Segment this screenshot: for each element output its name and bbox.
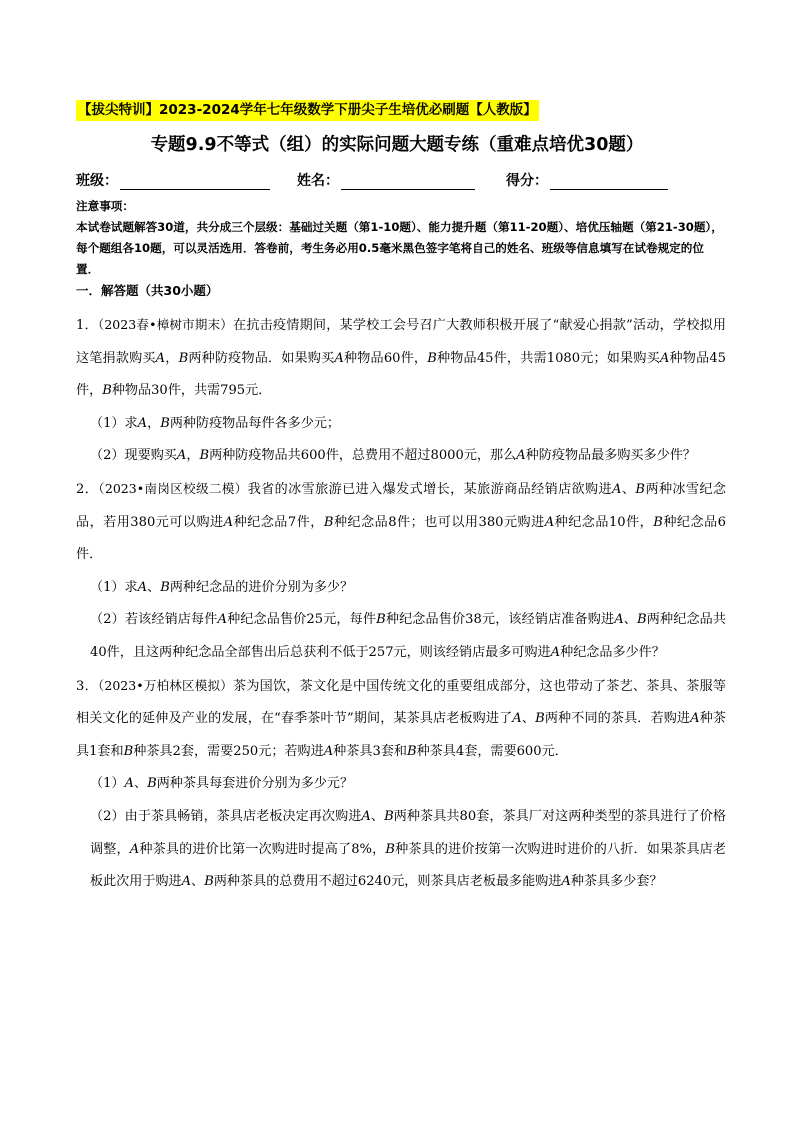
series-banner: 【拔尖特训】2023-2024学年七年级数学下册尖子生培优必刷题【人教版】 <box>76 100 539 121</box>
question-source: （2023•南岗区校级二模） <box>98 480 248 496</box>
question-part: （2）现要购买A，B两种防疫物品共600件，总费用不超过8000元，那么A种防疫物品最多购买多少件？ <box>90 448 696 464</box>
question-item <box>76 670 726 899</box>
question-part: （1）求A，B两种防疫物品每件各多少元； <box>90 415 341 431</box>
question-item <box>76 473 726 670</box>
question-stem: 茶为国饮，茶文化是中国传统文化的重要组成部分，这也带动了茶艺、茶具、茶服等相关文化的延伸及产业的发展，在“春季茶叶节”期间，某茶具店老板购进了A、B两种不同的茶具．若购进A种茶具1套和B种茶具2套，需要250元；若购进A种茶具3套和B种茶具4套，需要600元． <box>76 678 727 759</box>
question-source: （2023•万柏林区模拟） <box>97 677 233 693</box>
question-stem-line <box>76 309 726 408</box>
question-item <box>76 309 726 473</box>
notes-text: 本试卷试题解答30道，共分成三个层级：基础过关题（第1-10题）、能力提升题（第11-20题）、培优压轴题（第21-30题），每个题组各10题，可以灵活选用．答卷前，考生务必用0.5毫米黑色签字笔将自己的姓名、班级等信息填写在试卷规定的位置． <box>76 220 723 276</box>
page-title: 专题9.9不等式（组）的实际问题大题专练（重难点培优30题） <box>150 135 644 155</box>
exam-notes <box>76 196 724 280</box>
class-field <box>76 170 270 190</box>
name-field <box>297 170 475 190</box>
class-label: 班级： <box>76 173 118 189</box>
name-label: 姓名： <box>297 173 339 189</box>
question-source: （2023春•樟树市期末） <box>97 317 234 332</box>
question-number: 1． <box>76 318 98 333</box>
question-part: （2）由于茶具畅销，茶具店老板决定再次购进A、B两种茶具共80套，茶具厂对这两种类型的茶具进行了价格调整，A种茶具的进价比第一次购进时提高了8%，B种茶具的进价按第一次购进时进价的八折．如果茶具店老板此次用于购进A、B两种茶具的总费用不超过6240元，则茶具店老板最多能购进A种茶具多少套？ <box>90 808 727 890</box>
score-label: 得分： <box>506 173 548 189</box>
question-list <box>76 309 726 899</box>
section-heading: 一．解答题（共30小题） <box>76 283 219 298</box>
question-part: （1）A、B两种茶具每套进价分别为多少元？ <box>90 776 354 792</box>
question-stem: 在抗击疫情期间，某学校工会号召广大教师积极开展了“献爱心捐款”活动，学校拟用这笔捐款购买A，B两种防疫物品．如果购买A种物品60件，B种物品45件，共需1080元；如果购买A种物品45件，B种物品30件，共需795元． <box>76 318 727 399</box>
question-part: （2）若该经销店每件A种纪念品售价25元，每件B种纪念品售价38元，该经销店准备购进A、B两种纪念品共40件，且这两种纪念品全部售出后总获利不低于257元，则该经销店最多可购进A种纪念品多少件？ <box>90 612 726 660</box>
score-blank[interactable] <box>550 173 668 190</box>
class-blank[interactable] <box>120 173 270 190</box>
question-stem-line <box>76 670 726 769</box>
question-stem: 我省的冰雪旅游已进入爆发式增长，某旅游商品经销店欲购进A、B两种冰雪纪念品，若用380元可以购进A种纪念品7件，B种纪念品8件；也可以用380元购进A种纪念品10件，B种纪念品6件． <box>76 481 727 563</box>
question-part: （1）求A、B两种纪念品的进价分别为多少？ <box>90 579 354 595</box>
name-blank[interactable] <box>341 173 475 190</box>
student-info-row <box>76 170 716 192</box>
score-field <box>506 170 668 190</box>
question-number: 2． <box>76 481 99 497</box>
question-number: 3． <box>76 678 98 694</box>
question-stem-line <box>76 473 726 572</box>
notes-heading: 注意事项： <box>76 199 134 213</box>
